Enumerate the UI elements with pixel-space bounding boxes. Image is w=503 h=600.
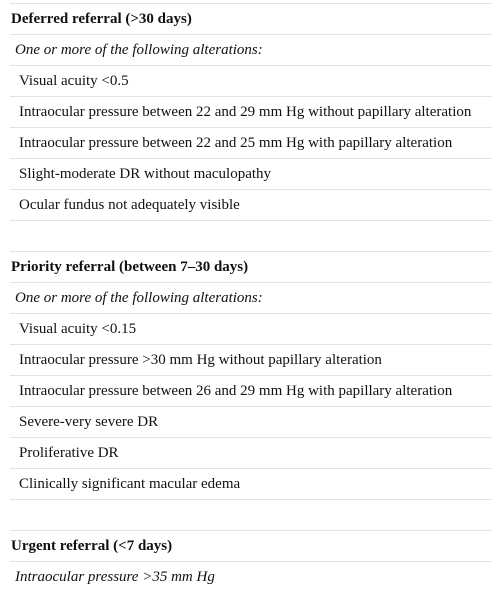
section-spacer — [10, 500, 492, 531]
criteria-item: Severe-very severe DR — [10, 407, 492, 438]
criteria-item: Intraocular pressure between 22 and 29 mm Hg without papillary alteration — [10, 97, 492, 128]
section-heading-deferred: Deferred referral (>30 days) — [10, 3, 492, 35]
criteria-item: Visual acuity <0.5 — [10, 66, 492, 97]
criteria-item: Ocular fundus not adequately visible — [10, 190, 492, 221]
criteria-item: Slight-moderate DR without maculopathy — [10, 159, 492, 190]
criteria-item: Intraocular pressure >30 mm Hg without papillary alteration — [10, 345, 492, 376]
criteria-item: Clinically significant macular edema — [10, 469, 492, 500]
criteria-item: Intraocular pressure between 22 and 25 mm Hg with papillary alteration — [10, 128, 492, 159]
referral-criteria-table — [10, 3, 492, 592]
section-intro-priority: One or more of the following alterations: — [10, 283, 492, 314]
section-intro-urgent: Intraocular pressure >35 mm Hg — [15, 568, 215, 585]
criteria-item: Proliferative DR — [10, 438, 492, 469]
section-heading-urgent: Urgent referral (<7 days) — [10, 531, 492, 562]
section-intro-deferred: One or more of the following alterations: — [10, 35, 492, 66]
section-spacer — [10, 221, 492, 252]
criteria-item: Intraocular pressure between 26 and 29 mm Hg with papillary alteration — [10, 376, 492, 407]
section-heading-priority: Priority referral (between 7–30 days) — [10, 252, 492, 283]
criteria-item: Visual acuity <0.15 — [10, 314, 492, 345]
